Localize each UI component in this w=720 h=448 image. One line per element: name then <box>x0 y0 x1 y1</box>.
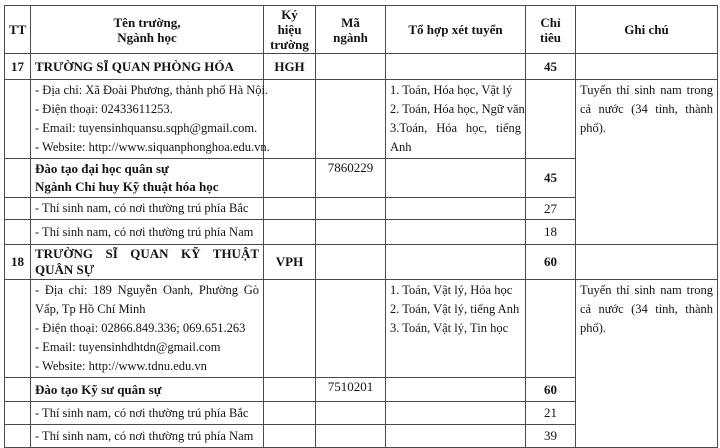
school-17-contact-details <box>31 80 270 159</box>
subrow-major-empty <box>316 425 386 448</box>
school-17-note <box>576 80 718 245</box>
school-18-program-name <box>31 378 264 402</box>
school-17-number: 17 <box>5 54 31 80</box>
school-18-name: TRƯỜNG SĨ QUAN KỸ THUẬT QUÂN SỰ <box>31 245 264 280</box>
subrow-code-empty <box>264 402 316 425</box>
header-combos <box>386 6 526 54</box>
combo-item: 1. Toán, Hóa học, Vật lý <box>390 83 513 97</box>
header-tt <box>5 6 31 54</box>
school-17-total-quota: 45 <box>526 54 576 80</box>
school-17-north-quota: 27 <box>526 198 576 220</box>
school-17-title-row <box>5 54 718 80</box>
school-17-south-label <box>31 220 264 245</box>
school-18-title-row <box>5 245 718 280</box>
school-18-major-code: 7510201 <box>316 378 386 402</box>
header-major-code <box>316 6 386 54</box>
program-line: Đào tạo đại học quân sự <box>35 161 169 176</box>
school-17-north-label <box>31 198 264 220</box>
subrow-tt-empty <box>5 220 31 245</box>
school-17-program-tt-empty <box>5 159 31 198</box>
school-18-details-code-empty <box>264 280 316 378</box>
combo-item: 2. Toán, Vật lý, tiếng Anh <box>390 302 520 316</box>
school-18-title-major-empty <box>316 245 386 280</box>
combo-item: 3. Toán, Vật lý, Tin học <box>390 321 509 335</box>
school-17-details-quota-empty <box>526 80 576 159</box>
subrow-label-text: - Thí sinh nam, có nơi thường trú phía Bắc <box>35 201 249 215</box>
school-17-program-quota: 45 <box>526 159 576 198</box>
subrow-combo-empty <box>386 425 526 448</box>
subrow-combo-empty <box>386 402 526 425</box>
header-note <box>576 6 718 54</box>
combo-item: 1. Toán, Vật lý, Hóa học <box>390 283 513 297</box>
header-school-line2: Ngành học <box>117 29 177 45</box>
subrow-code-empty <box>264 198 316 220</box>
program-line: Đào tạo Kỹ sư quân sự <box>35 381 162 397</box>
school-18-south-quota: 39 <box>526 425 576 448</box>
subrow-label-text: - Thí sinh nam, có nơi thường trú phía Bắc <box>35 405 249 420</box>
subrow-tt-empty <box>5 198 31 220</box>
school-17-major-code: 7860229 <box>316 159 386 198</box>
header-major-line2: ngành <box>333 29 368 45</box>
header-quota-line2: tiêu <box>540 29 561 45</box>
header-tt-label: TT <box>9 22 27 37</box>
header-quota-line1: Chỉ <box>540 14 561 30</box>
subrow-major-empty <box>316 198 386 220</box>
school-18-note <box>576 280 718 448</box>
school-17-program-code-empty <box>264 159 316 198</box>
subrow-code-empty <box>264 220 316 245</box>
school-18-program-quota: 60 <box>526 378 576 402</box>
header-quota <box>526 6 576 54</box>
header-school-code <box>264 6 316 54</box>
school-18-number: 18 <box>5 245 31 280</box>
school-17-details-row <box>5 80 718 159</box>
school-18-program-combo-empty <box>386 378 526 402</box>
school-17-program-name <box>31 159 264 198</box>
school-18-south-label <box>31 425 264 448</box>
school-17-title-combo-empty <box>386 54 526 80</box>
school-18-details-row <box>5 280 718 378</box>
school-18-combos <box>386 280 526 378</box>
combo-item: 2. Toán, Hóa học, Ngữ văn <box>390 102 525 116</box>
admission-table <box>4 5 718 448</box>
school-17-combos <box>386 80 526 159</box>
subrow-label-text: - Thí sinh nam, có nơi thường trú phía Nam <box>35 224 254 239</box>
school-18-title-combo-empty <box>386 245 526 280</box>
school-18-program-code-empty <box>264 378 316 402</box>
subrow-major-empty <box>316 220 386 245</box>
school-18-email: - Email: tuyensinhdhtdn@gmail.com <box>35 340 221 354</box>
subrow-tt-empty <box>5 425 31 448</box>
header-combos-label: Tổ hợp xét tuyển <box>408 22 503 37</box>
header-note-label: Ghi chú <box>624 22 669 37</box>
subrow-major-empty <box>316 402 386 425</box>
school-17-details-code-empty <box>264 80 316 159</box>
school-17-address: - Địa chỉ: Xã Đoài Phương, thành phố Hà Nội. <box>35 83 269 97</box>
header-code-line2: trường <box>270 37 309 52</box>
header-code-line1: Ký hiệu <box>277 7 302 37</box>
school-18-details-major-empty <box>316 280 386 378</box>
header-school <box>31 6 264 54</box>
header-major-line1: Mã <box>341 14 360 30</box>
subrow-code-empty <box>264 425 316 448</box>
school-17-phone: - Điện thoại: 02433611253. <box>35 102 173 116</box>
school-18-contact-details <box>31 280 264 378</box>
school-18-details-tt-empty <box>5 280 31 378</box>
school-18-north-quota: 21 <box>526 402 576 425</box>
school-18-code: VPH <box>264 245 316 280</box>
header-row <box>5 6 718 54</box>
school-18-north-label <box>31 402 264 425</box>
subrow-label-text: - Thí sinh nam, có nơi thường trú phía Nam <box>35 428 254 443</box>
school-18-program-tt-empty <box>5 378 31 402</box>
subrow-combo-empty <box>386 198 526 220</box>
subrow-combo-empty <box>386 220 526 245</box>
school-17-website: - Website: http://www.siquanphonghoa.edu.vn. <box>35 140 270 154</box>
school-18-phone: - Điện thoại: 02866.849.336; 069.651.263 <box>35 321 246 335</box>
school-18-note-text: Tuyển thí sinh nam trong cả nước (34 tỉnh, thành phố). <box>580 283 713 335</box>
school-18-address: - Địa chỉ: 189 Nguyễn Oanh, Phường Gò Vấp, Tp Hồ Chí Minh <box>35 283 259 316</box>
school-17-south-quota: 18 <box>526 220 576 245</box>
program-line: Ngành Chỉ huy Kỹ thuật hóa học <box>35 179 219 194</box>
school-17-details-tt-empty <box>5 80 31 159</box>
school-17-program-combo-empty <box>386 159 526 198</box>
school-17-title-major-empty <box>316 54 386 80</box>
school-17-details-major-empty <box>316 80 386 159</box>
school-17-email: - Email: tuyensinhquansu.sqph@gmail.com. <box>35 121 258 135</box>
school-18-title-note-empty <box>576 245 718 280</box>
school-17-name: TRƯỜNG SĨ QUAN PHÒNG HÓA <box>31 54 264 80</box>
school-18-details-quota-empty <box>526 280 576 378</box>
combo-item: 3.Toán, Hóa học, tiếng Anh <box>390 121 521 154</box>
school-17-title-note-empty <box>576 54 718 80</box>
school-17-note-text: Tuyển thí sinh nam trong cả nước (34 tỉnh, thành phố). <box>580 83 713 135</box>
header-school-line1: Tên trường, <box>113 14 181 30</box>
school-17-code: HGH <box>264 54 316 80</box>
school-18-total-quota: 60 <box>526 245 576 280</box>
school-18-website: - Website: http://www.tdnu.edu.vn <box>35 359 207 373</box>
subrow-tt-empty <box>5 402 31 425</box>
